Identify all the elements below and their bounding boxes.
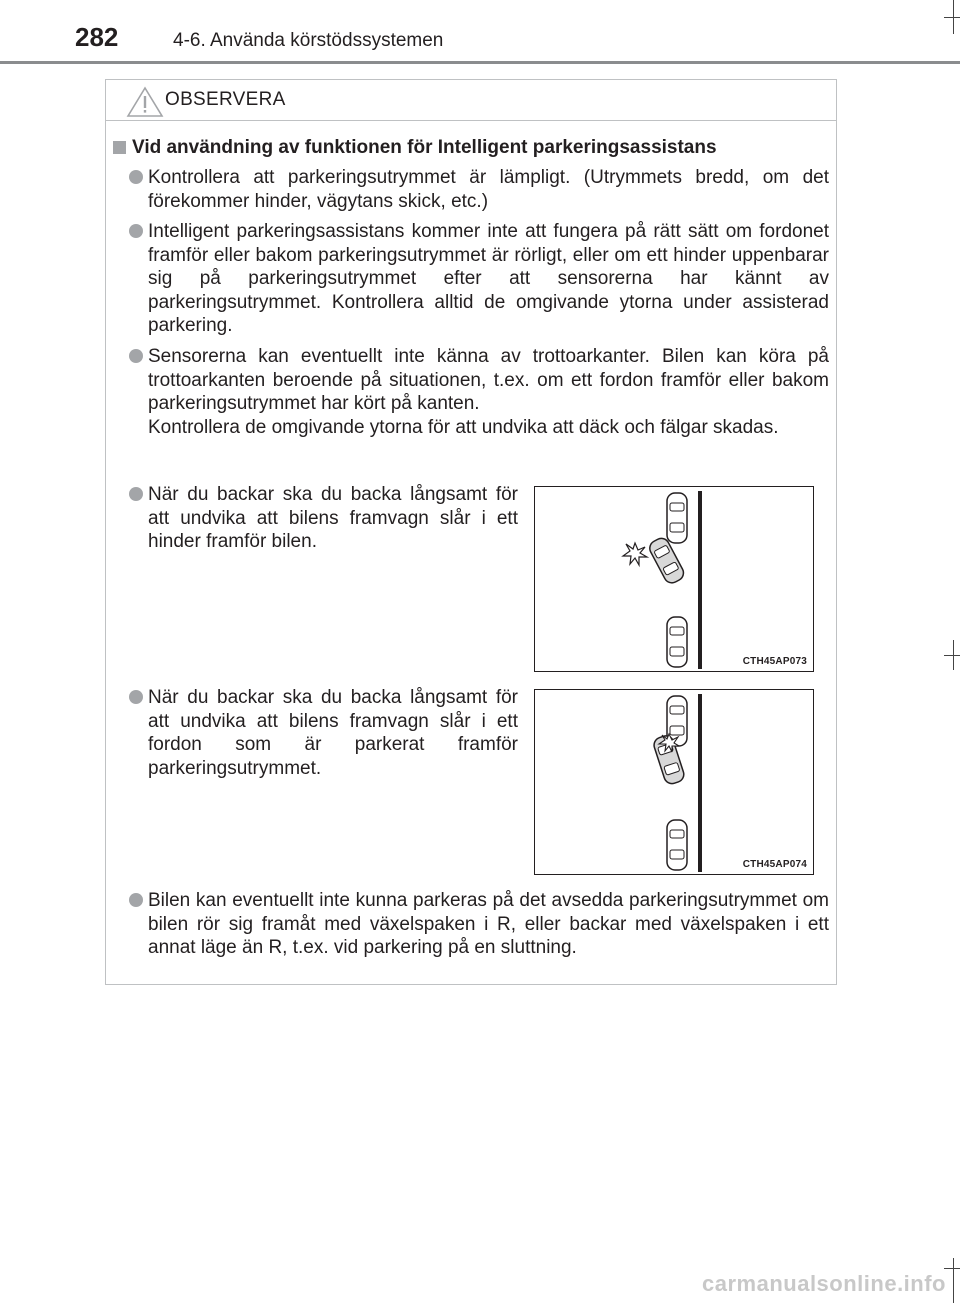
parking-illustration-obstacle: [535, 487, 813, 671]
impact-burst: [623, 543, 647, 565]
bullet-dot-icon: [129, 170, 143, 184]
bullet-dot-icon: [129, 349, 143, 363]
parked-car-rear: [667, 820, 687, 870]
notice-header: [106, 80, 836, 121]
watermark: carmanualsonline.info: [702, 1271, 946, 1296]
figure-code: CTH45AP073: [742, 656, 807, 667]
header-title: 4-6. Använda körstödssystemen: [173, 30, 444, 51]
bullet-dot-icon: [129, 224, 143, 238]
bullet-dot-icon: [129, 893, 143, 907]
bullet-text: Bilen kan eventuellt inte kunna parkeras på det avsedda parkeringsutrymmet om bilen rör sig framåt med växelspaken i R, eller backar med växelspaken i ett annat läge än R, t.ex. vid parkering på en sluttning.: [148, 890, 829, 958]
bullet-item: [148, 345, 829, 439]
figure-parked-vehicle: [534, 689, 814, 875]
figure-obstacle: [534, 486, 814, 672]
bullet-text: När du backar ska du backa långsamt för att undvika att bilens framvagn slår i ett hinder framför bilen.: [148, 484, 518, 552]
figure-bullet-item: [148, 686, 518, 780]
notice-title: OBSERVERA: [165, 89, 286, 110]
parked-car-rear: [667, 617, 687, 667]
crop-mark: [944, 17, 960, 18]
section-heading-text: Vid användning av funktionen för Intelligent parkeringsassistans: [132, 137, 717, 158]
crop-mark: [944, 655, 960, 656]
notice-box: [105, 79, 837, 985]
bullet-text: När du backar ska du backa långsamt för att undvika att bilens framvagn slår i ett fordon som är parkerat framför parkeringsutrymmet.: [148, 687, 518, 779]
bullet-text: Sensorerna kan eventuellt inte känna av trottoarkanter. Bilen kan köra på trottoarkanten beroende på situationen, t.ex. om ett fordon framför eller bakom parkeringsutrymmet har kört på kanten.: [148, 346, 829, 414]
crop-mark: [944, 1268, 960, 1269]
page-number: 282: [75, 22, 119, 52]
bullet-dot-icon: [129, 487, 143, 501]
bullet-item: [148, 166, 829, 213]
figure-bullet-item: [148, 483, 518, 554]
bullet-item: [148, 889, 829, 960]
bullet-text: Intelligent parkeringsassistans kommer inte att fungera på rätt sätt om fordonet framför eller bakom parkeringsutrymmet är rörligt, eller om ett hinder uppenbarar sig på parkeringsutrymmet efter att sensorerna har kännt av parkeringsutrymmet. Kontrollera alltid de omgivande ytorna under assisterad parkering.: [148, 221, 829, 336]
figure-code: CTH45AP074: [742, 859, 807, 870]
parking-illustration-vehicle: [535, 690, 813, 874]
header-rule: [0, 61, 960, 64]
parked-car-front: [667, 493, 687, 543]
curb-line: [698, 694, 702, 872]
bullet-dot-icon: [129, 690, 143, 704]
curb-line: [698, 491, 702, 669]
bullet-text: Kontrollera att parkeringsutrymmet är lämpligt. (Utrymmets bredd, om det förekommer hinder, vägytans skick, etc.): [148, 167, 829, 212]
section-square-icon: [113, 141, 126, 154]
warning-triangle-icon: [126, 86, 164, 118]
crop-mark: [953, 1258, 954, 1303]
bullet-text-continued: Kontrollera de omgivande ytorna för att undvika att däck och fälgar skadas.: [148, 416, 779, 438]
bullet-item: [148, 220, 829, 338]
